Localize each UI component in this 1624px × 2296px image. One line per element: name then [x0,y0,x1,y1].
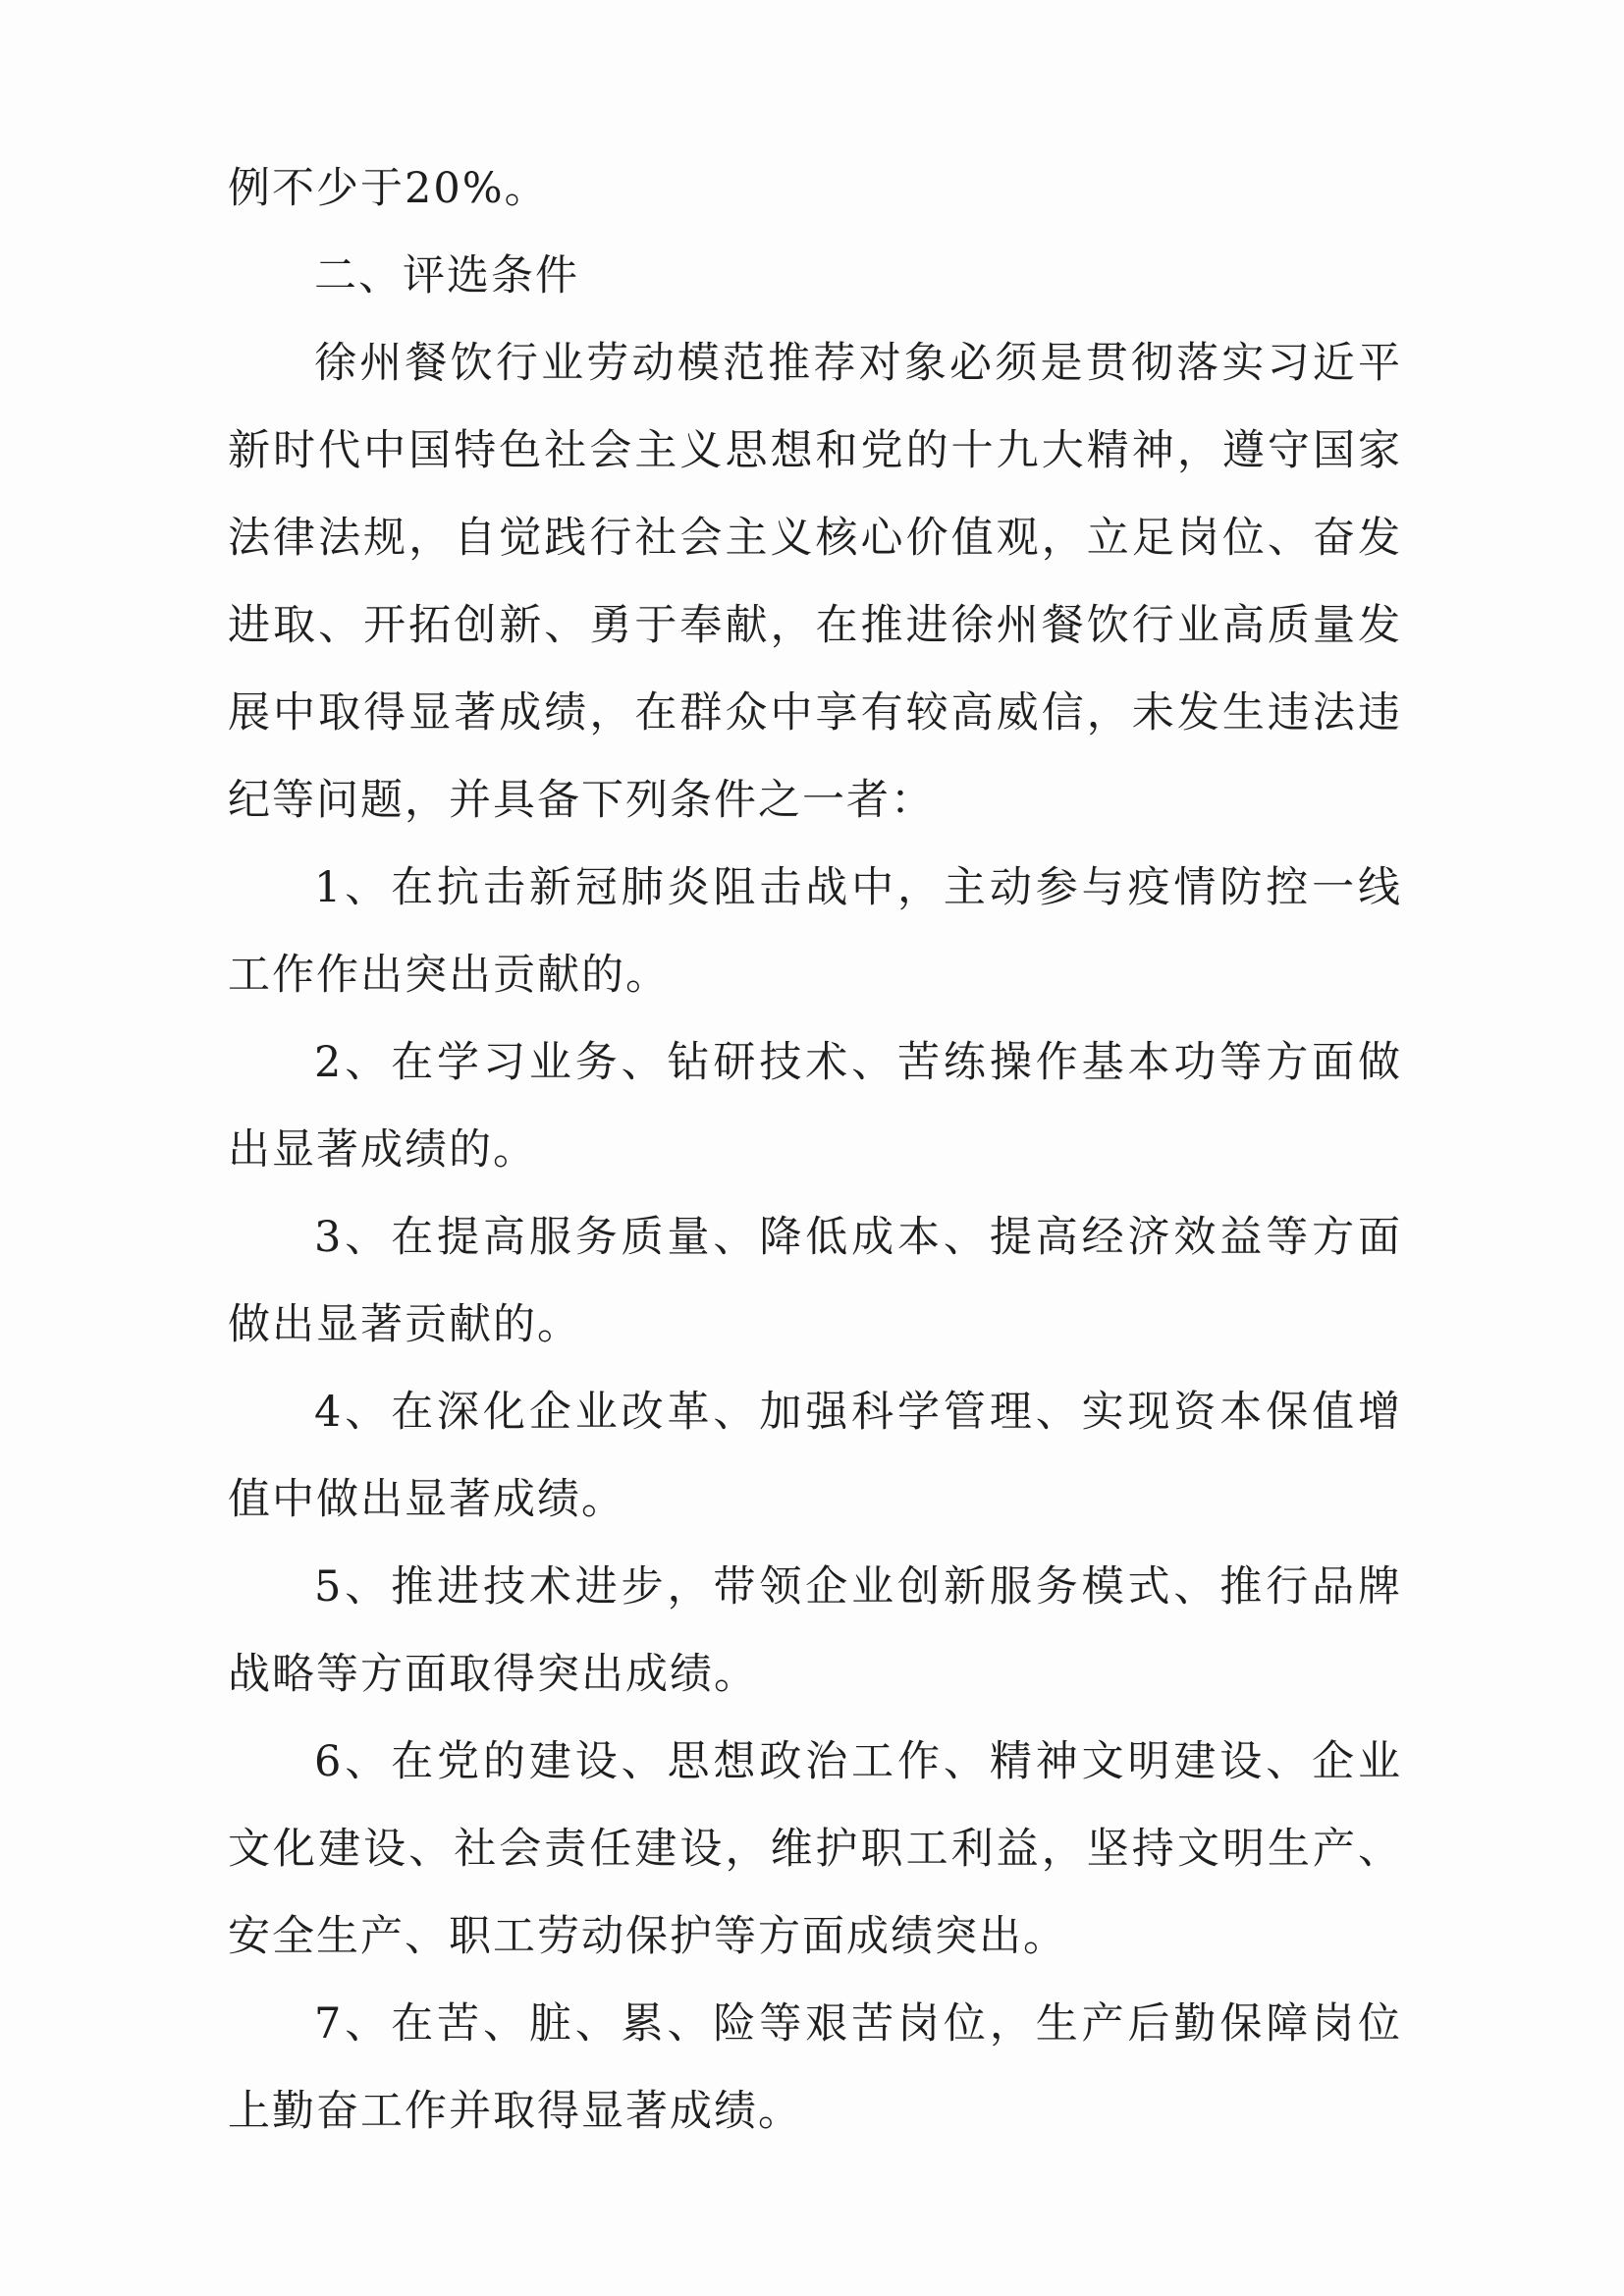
section-heading: 二、评选条件 [314,251,579,301]
intro-paragraph: 徐州餐饮行业劳动模范推荐对象必须是贯彻落实习近平新时代中国特色社会主义思想和党的十九大精神，遵守国家法律法规，自觉践行社会主义核心价值观，立足岗位、奋发进取、开拓创新、勇于奉献，在推进徐州餐饮行业高质量发展中取得显著成绩，在群众中享有较高威信，未发生违法违纪等问题，并具备下列条件之一者： [228,339,1402,825]
continuation-line: 例不少于20%。 [228,164,549,213]
document-body [228,145,1402,2156]
condition-item-3: 3、在提高服务质量、降低成本、提高经济效益等方面做出显著贡献的。 [228,1213,1402,1349]
condition-item-6: 6、在党的建设、思想政治工作、精神文明建设、企业文化建设、社会责任建设，维护职工利益，坚持文明生产、安全生产、职工劳动保护等方面成绩突出。 [228,1737,1402,1961]
condition-item-1: 1、在抗击新冠肺炎阻击战中，主动参与疫情防控一线工作作出突出贡献的。 [228,863,1402,1000]
condition-item-5: 5、推进技术进步，带领企业创新服务模式、推行品牌战略等方面取得突出成绩。 [228,1562,1402,1699]
condition-item-4: 4、在深化企业改革、加强科学管理、实现资本保值增值中做出显著成绩。 [228,1388,1402,1524]
condition-item-7: 7、在苦、脏、累、险等艰苦岗位，生产后勤保障岗位上勤奋工作并取得显著成绩。 [228,1999,1402,2136]
condition-item-2: 2、在学习业务、钻研技术、苦练操作基本功等方面做出显著成绩的。 [228,1038,1402,1175]
